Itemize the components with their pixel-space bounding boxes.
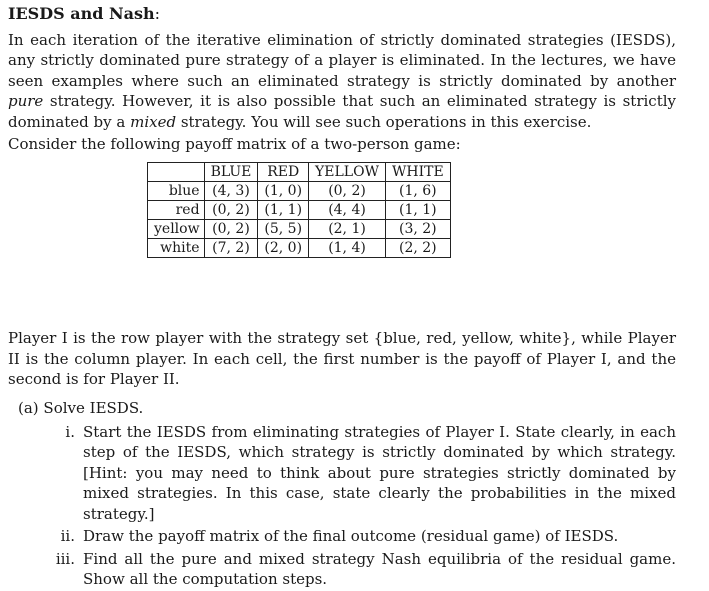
subitem-number: i. (65, 423, 75, 442)
matrix-row (148, 182, 451, 201)
subitem-ii (51, 526, 676, 546)
matrix-cell: (2, 2) (385, 239, 450, 258)
intro-paragraph (8, 30, 676, 132)
part-a-label: (a) Solve IESDS. (18, 398, 144, 417)
matrix-col-header: RED (258, 163, 309, 182)
consider-paragraph: Consider the following payoff matrix of a two-person game: (8, 135, 461, 154)
exercise-heading (8, 4, 676, 24)
matrix-row-label: red (148, 201, 205, 220)
matrix-row-label: white (148, 239, 205, 258)
subitem-number: ii. (60, 527, 75, 546)
subitem-i (51, 422, 676, 524)
matrix-row (148, 220, 451, 239)
intro-text-b: strategy. However, it is also possible that such an eliminated strategy is strictly dominated by a (8, 92, 676, 131)
heading-title: IESDS and Nash (8, 4, 155, 23)
matrix-row (148, 239, 451, 258)
subitem-text: Start the IESDS from eliminating strategies of Player I. State clearly, in each step of the IESDS, which strategy is strictly dominated by which strategy. [Hint: you may need to think about pure strategies strictly dominated by mixed strategies. In this case, state clearly the probabilities in the mixed strategy.] (83, 423, 676, 523)
intro-pure-emphasis: pure (8, 92, 44, 111)
matrix-cell: (1, 1) (385, 201, 450, 220)
part-a-subitems (51, 422, 676, 589)
matrix-row (148, 201, 451, 220)
players-paragraph: Player I is the row player with the strategy set {blue, red, yellow, white}, while Player II is the column player. In each cell, the first number is the payoff of Player I, and the second is for Player II. (8, 329, 676, 389)
subitem-iii (51, 549, 676, 590)
matrix-cell: (0, 2) (204, 201, 258, 220)
intro-mixed-emphasis: mixed (130, 112, 177, 131)
subitem-text: Draw the payoff matrix of the final outcome (residual game) of IESDS. (83, 527, 619, 546)
exercise-page (8, 4, 676, 591)
subitem-number: iii. (55, 549, 75, 568)
matrix-cell: (3, 2) (385, 220, 450, 239)
matrix-cell: (4, 4) (309, 201, 386, 220)
matrix-cell: (4, 3) (204, 182, 258, 201)
payoff-matrix (147, 162, 451, 258)
matrix-corner-cell (148, 163, 205, 182)
matrix-cell: (2, 0) (258, 239, 309, 258)
matrix-cell: (5, 5) (258, 220, 309, 239)
heading-colon: : (154, 4, 161, 23)
matrix-cell: (1, 4) (309, 239, 386, 258)
matrix-cell: (0, 2) (204, 220, 258, 239)
matrix-cell: (2, 1) (309, 220, 386, 239)
matrix-cell: (1, 1) (258, 201, 309, 220)
matrix-header-row (148, 163, 451, 182)
matrix-col-header: BLUE (204, 163, 258, 182)
matrix-cell: (7, 2) (204, 239, 258, 258)
matrix-row-label: yellow (148, 220, 205, 239)
matrix-cell: (1, 6) (385, 182, 450, 201)
matrix-col-header: WHITE (385, 163, 450, 182)
matrix-cell: (0, 2) (309, 182, 386, 201)
matrix-col-header: YELLOW (309, 163, 386, 182)
matrix-cell: (1, 0) (258, 182, 309, 201)
matrix-row-label: blue (148, 182, 205, 201)
intro-text-a: In each iteration of the iterative elimination of strictly dominated strategies (IESDS), any strictly dominated pure strategy of a player is eliminated. In the lectures, we have seen examples where such an eliminated strategy is strictly dominated by another (8, 31, 676, 90)
payoff-matrix-wrapper (147, 162, 676, 288)
intro-text-c: strategy. You will see such operations in this exercise. (176, 112, 592, 131)
subitem-text: Find all the pure and mixed strategy Nash equilibria of the residual game. Show all the computation steps. (83, 549, 676, 588)
